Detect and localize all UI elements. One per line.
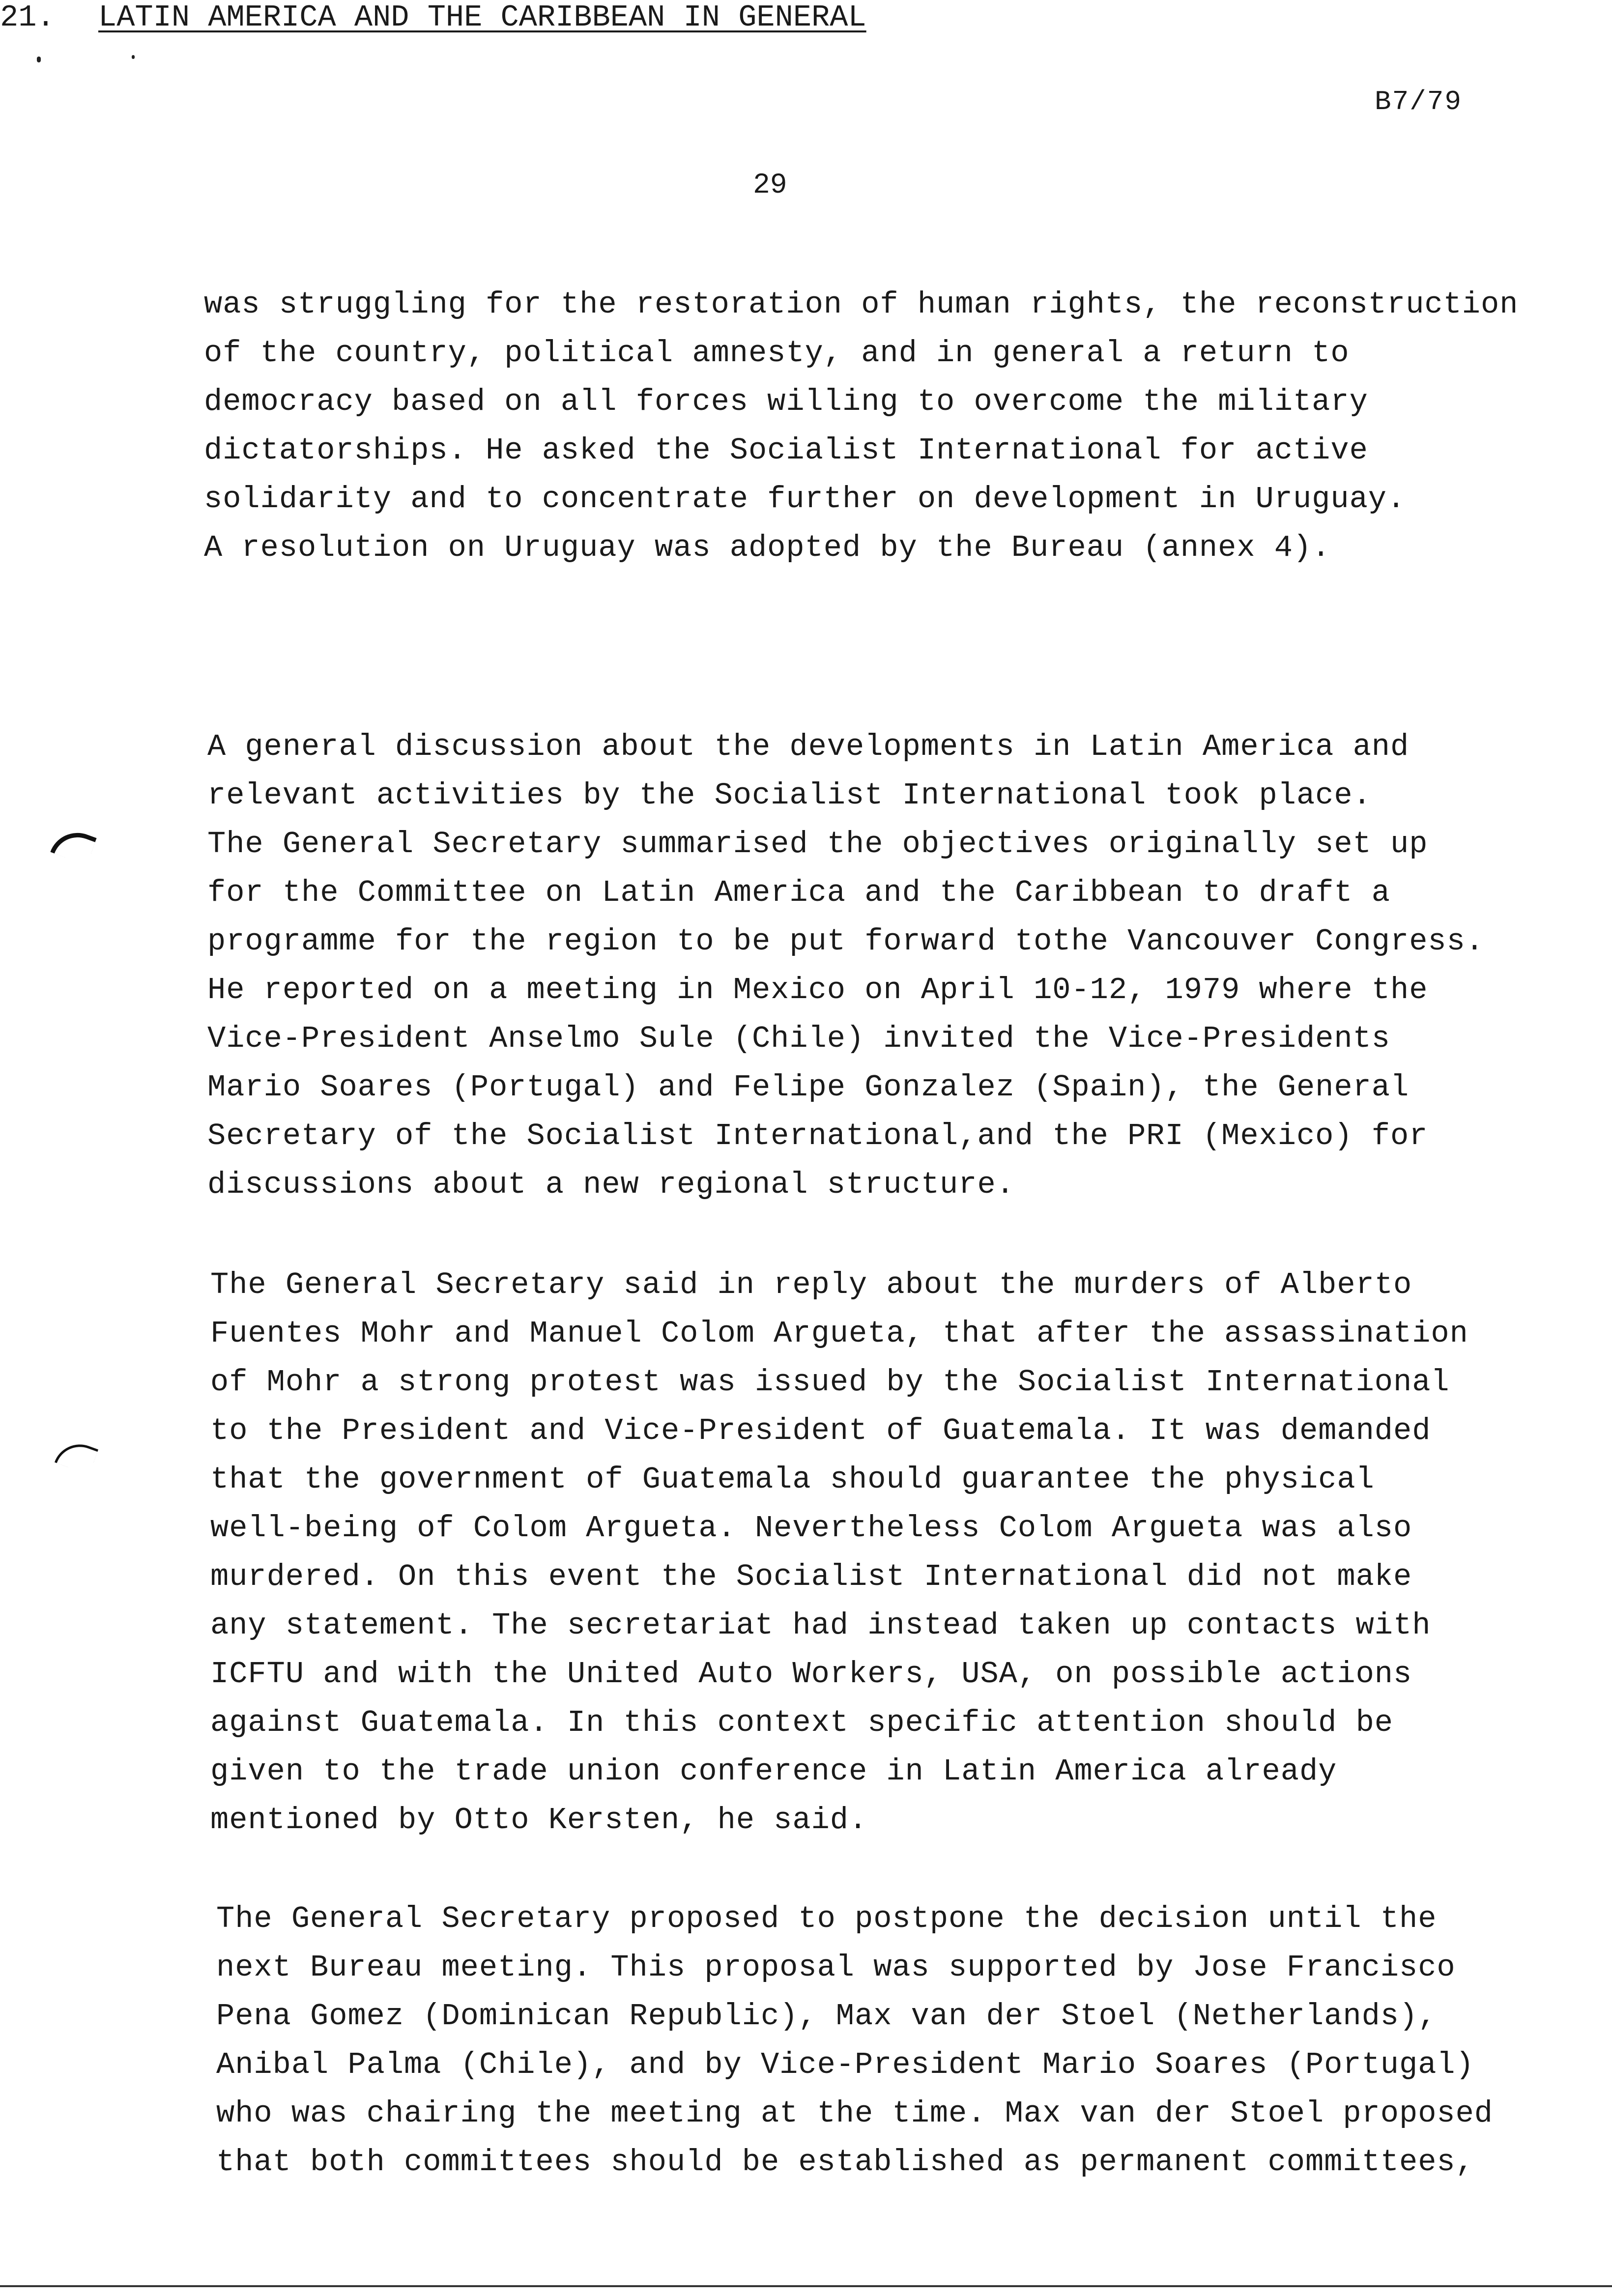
paragraph-general-discussion xyxy=(207,722,1484,1209)
text-line: Mario Soares (Portugal) and Felipe Gonzalez (Spain), the General xyxy=(207,1070,1410,1105)
text-line: any statement. The secretariat had instead taken up contacts with xyxy=(210,1608,1431,1643)
text-line: Secretary of the Socialist International,and the PRI (Mexico) for xyxy=(207,1119,1428,1153)
text-line: The General Secretary summarised the objectives originally set up xyxy=(207,827,1428,861)
text-line: He reported on a meeting in Mexico on April 10-12, 1979 where the xyxy=(207,973,1428,1007)
text-line: of the country, political amnesty, and in general a return to xyxy=(204,336,1350,371)
scan-edge-line xyxy=(0,2285,1612,2287)
text-line: programme for the region to be put forward tothe Vancouver Congress. xyxy=(207,924,1485,959)
document-reference: B7/79 xyxy=(1374,86,1462,117)
section-heading xyxy=(0,0,1612,35)
text-line: murdered. On this event the Socialist International did not make xyxy=(210,1559,1412,1594)
scan-speck xyxy=(37,57,41,62)
text-line: Vice-President Anselmo Sule (Chile) invited the Vice-Presidents xyxy=(207,1021,1390,1056)
paragraph-guatemala xyxy=(210,1261,1468,1844)
text-line: solidarity and to concentrate further on development in Uruguay. xyxy=(204,482,1406,517)
text-line: that both committees should be established as permanent committees, xyxy=(216,2145,1474,2180)
text-line: against Guatemala. In this context specific attention should be xyxy=(210,1705,1393,1740)
text-line: Fuentes Mohr and Manuel Colom Argueta, that after the assassination xyxy=(210,1316,1468,1351)
scan-speck xyxy=(132,55,135,59)
paragraph-uruguay xyxy=(204,280,1518,572)
paragraph-proposal xyxy=(216,1894,1493,2186)
text-line: that the government of Guatemala should guarantee the physical xyxy=(210,1462,1375,1497)
text-line: dictatorships. He asked the Socialist International for active xyxy=(204,433,1368,468)
text-line: mentioned by Otto Kersten, he said. xyxy=(210,1803,868,1837)
text-line: was struggling for the restoration of human rights, the reconstruction xyxy=(204,287,1519,322)
text-line: well-being of Colom Argueta. Nevertheless Colom Argueta was also xyxy=(210,1511,1412,1546)
text-line: of Mohr a strong protest was issued by the Socialist International xyxy=(210,1365,1450,1400)
section-title: LATIN AMERICA AND THE CARIBBEAN IN GENERAL xyxy=(98,0,866,35)
text-line: given to the trade union conference in Latin America already xyxy=(210,1754,1337,1789)
text-line: democracy based on all forces willing to overcome the military xyxy=(204,384,1368,419)
text-line: discussions about a new regional structure. xyxy=(207,1167,1015,1202)
margin-mark xyxy=(55,1437,98,1475)
text-line: relevant activities by the Socialist International took place. xyxy=(207,778,1372,813)
text-line: A general discussion about the developments in Latin America and xyxy=(207,729,1410,764)
page-number: 29 xyxy=(753,170,787,201)
text-line: next Bureau meeting. This proposal was supported by Jose Francisco xyxy=(216,1950,1456,1985)
section-number: 21. xyxy=(0,0,55,35)
text-line: The General Secretary said in reply about the murders of Alberto xyxy=(210,1267,1412,1302)
text-line: to the President and Vice-President of Guatemala. It was demanded xyxy=(210,1413,1431,1448)
text-line: who was chairing the meeting at the time. Max van der Stoel proposed xyxy=(216,2096,1494,2131)
margin-mark xyxy=(50,825,96,865)
text-line: The General Secretary proposed to postpone the decision until the xyxy=(216,1901,1437,1936)
text-line: Pena Gomez (Dominican Republic), Max van der Stoel (Netherlands), xyxy=(216,1999,1437,2034)
text-line: ICFTU and with the United Auto Workers, USA, on possible actions xyxy=(210,1657,1412,1692)
text-line: Anibal Palma (Chile), and by Vice-President Mario Soares (Portugal) xyxy=(216,2047,1474,2082)
text-line: A resolution on Uruguay was adopted by the Bureau (annex 4). xyxy=(204,530,1331,565)
text-line: for the Committee on Latin America and the Caribbean to draft a xyxy=(207,875,1390,910)
